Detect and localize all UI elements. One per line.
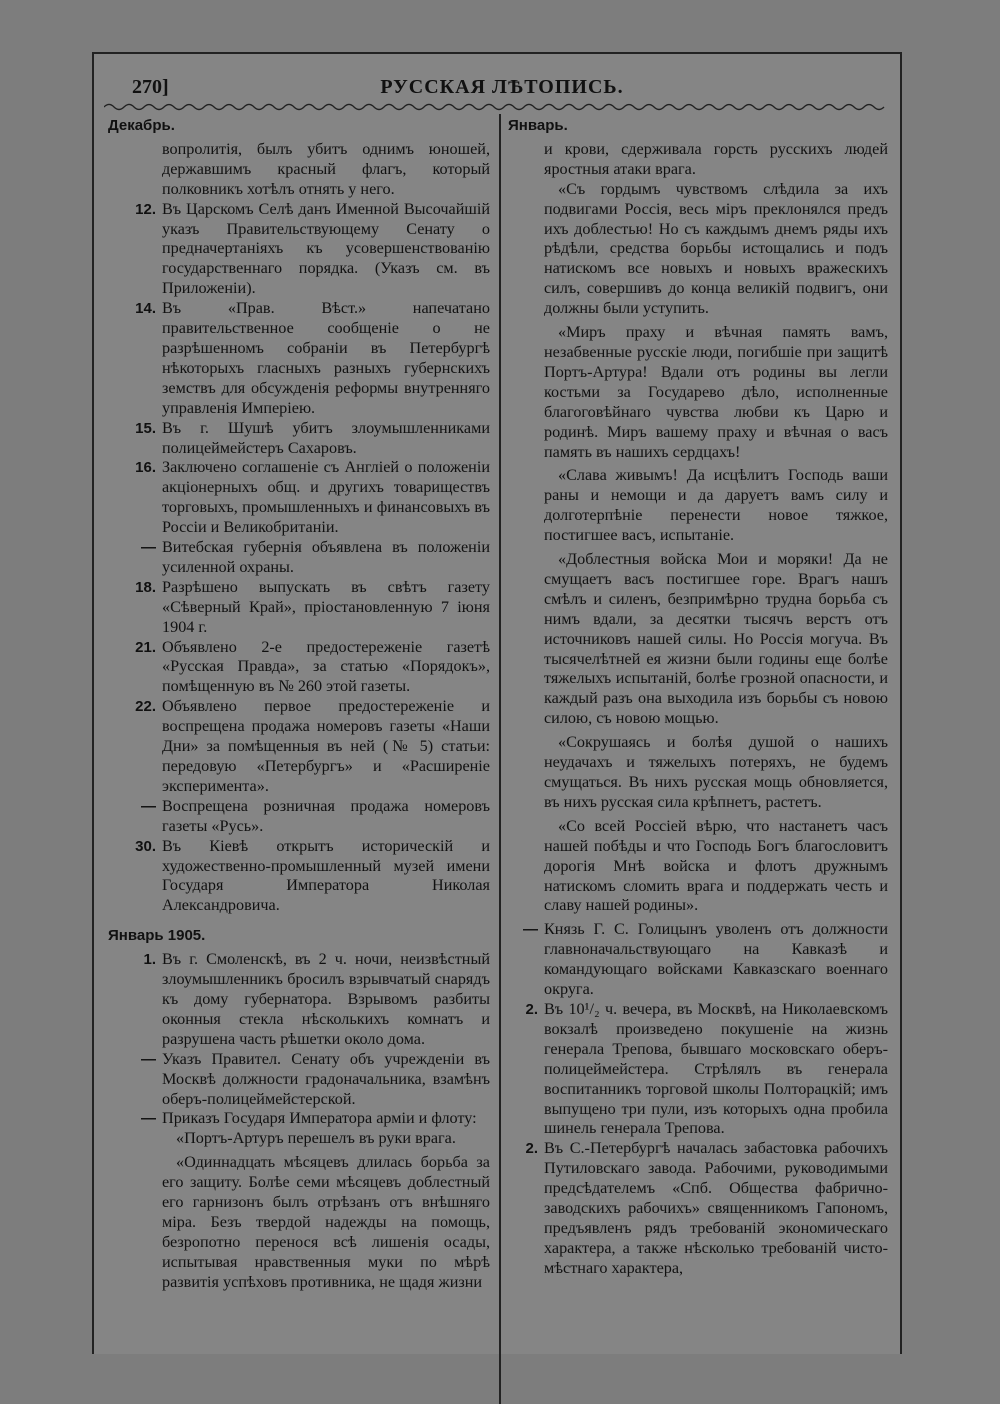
entry-date: 30. bbox=[135, 837, 156, 855]
entry-text: Въ 10¹/₂ ч. вечера, въ Москвѣ, на Николаевскомъ вокзалѣ произведено покушеніе на жизнь генерала Трепова, бывшаго московскаго оберъ-полицеймейстера. Стрѣлялъ въ генерала воспитанникъ торговой школы Полторацкій; имъ выпущено три пули, изъ которыхъ одна пробила шинель генерала Трепова. bbox=[544, 999, 888, 1138]
book-page bbox=[92, 52, 902, 1354]
entry-date: — bbox=[523, 921, 538, 939]
entry-text: Въ г. Шушѣ убитъ злоумышленниками полицеймейстеръ Сахаровъ. bbox=[162, 418, 490, 457]
chronicle-entry bbox=[508, 1139, 888, 1278]
order-paragraph: «Съ гордымъ чувствомъ слѣдила за ихъ подвигами Россія, весь міръ преклонялся предъ ихъ доблестью! Но съ каждымъ днемъ ряды ихъ рѣдѣли, средства борьбы истощались и подъ натискомъ все новыхъ и новыхъ вражескихъ силъ, совершивъ до конца великій подвигъ, они должны были уступить. bbox=[544, 179, 888, 318]
entry-date: 2. bbox=[525, 1140, 538, 1158]
december-entries bbox=[108, 200, 490, 917]
chronicle-entry bbox=[108, 837, 490, 917]
chronicle-entry bbox=[108, 578, 490, 638]
entry-date: — bbox=[141, 797, 156, 815]
entry-text: Князь Г. С. Голицынъ уволенъ отъ должности главноначальствующаго на Кавказѣ и командующаго войсками Кавказскаго военнаго округа. bbox=[544, 920, 888, 999]
entry-date: 1. bbox=[143, 951, 156, 969]
order-paragraph: «Доблестныя войска Мои и моряки! Да не смущаетъ васъ постигшее горе. Врагъ нашъ смѣлъ и силенъ, безпримѣрно трудна борьба съ нимъ вдали, за десятки тысячъ верстъ отъ источниковъ нашей силы. Но Россія могуча. Въ тысячелѣтней ея жизни были годины еще болѣе тяжелыхъ испытаній, болѣе грозной опасности, и каждый разъ она выходила изъ борьбы съ новою силою, съ новою мощью. bbox=[544, 550, 888, 728]
right-column bbox=[508, 114, 888, 1279]
chronicle-entry bbox=[108, 697, 490, 797]
order-paragraph: «Со всей Россіей вѣрю, что настанетъ часъ нашей побѣды и что Господь Богъ благословитъ дорогія Мнѣ войска и флотъ дружнымъ натискомъ сломить врага и поддержать честь и славу нашей родины». bbox=[544, 816, 888, 915]
chronicle-entry bbox=[108, 797, 490, 837]
january-entries bbox=[108, 950, 490, 1129]
entry-text: Объявлено первое предостереженіе и воспрещена продажа номеровъ газеты «Наши Дни» за помѣщенныя въ ней (№ 5) статьи: передовую «Петербургъ» и «Расширеніе эксперимента». bbox=[162, 697, 490, 795]
chronicle-entry bbox=[108, 538, 490, 578]
entry-text: Въ Царскомъ Селѣ данъ Именной Высочайшій указъ Правительствующему Сенату о предначертаніяхъ къ усовершенствованію государственнаго порядка. (Указъ см. въ Приложеніи). bbox=[162, 199, 490, 298]
chronicle-entry bbox=[108, 458, 490, 538]
entry-text: Указъ Правител. Сенату объ учрежденіи въ Москвѣ должности градоначальника, взамѣнъ оберъ-полицеймейстерской. bbox=[162, 1049, 490, 1108]
chronicle-entry bbox=[108, 638, 490, 698]
entry-text: Объявлено 2-е предостереженіе газетѣ «Русская Правда», за статью «Порядокъ», помѣщенную въ № 260 этой газеты. bbox=[162, 637, 490, 696]
chronicle-entry bbox=[108, 419, 490, 459]
entry-date: 16. bbox=[135, 459, 156, 477]
entry-text: Заключено соглашеніе съ Англіей о положеніи акціонерныхъ общ. и другихъ товариществъ торговыхъ, промышленныхъ и финансовыхъ въ Россіи и Великобританіи. bbox=[162, 458, 490, 537]
entry-text: Въ С.-Петербургѣ началась забастовка рабочихъ Путиловскаго завода. Рабочими, руководимыми предсѣдателемъ «Спб. Общества фабрично-заводскихъ рабочихъ» священникомъ Гапономъ, предъявленъ рядъ требованій экономическаго характера, а также нѣсколько требованій чисто-мѣстнаго характера, bbox=[544, 1139, 888, 1277]
month-heading-january-1905: Январь 1905. bbox=[108, 927, 206, 945]
order-paragraphs bbox=[508, 180, 888, 917]
chronicle-entry bbox=[108, 950, 490, 1050]
entry-date: 12. bbox=[135, 200, 156, 218]
month-heading-december: Декабрь. bbox=[108, 117, 175, 134]
entry-date: 14. bbox=[135, 300, 156, 318]
entry-date: 21. bbox=[135, 638, 156, 656]
entry-date: 2. bbox=[525, 1000, 538, 1018]
entry-text: Витебская губернія объявлена въ положеніи усиленной охраны. bbox=[162, 538, 490, 576]
order-quote-2: «Одиннадцать мѣсяцевъ длилась борьба за его защиту. Болѣе семи мѣсяцевъ доблестный его гарнизонъ былъ отрѣзанъ отъ внѣшняго міра. Безъ твердой надежды на помощь, безропотно перенося всѣ лишенія осады, испытывая нравственныя муки по мѣрѣ развитія успѣховъ противника, не щадя жизни bbox=[162, 1153, 490, 1291]
page-header bbox=[124, 72, 880, 104]
column-divider bbox=[499, 114, 501, 1404]
order-paragraph: «Миръ праху и вѣчная память вамъ, незабвенные русскіе люди, погибшіе при защитѣ Портъ-Артура! Вдали отъ родины вы легли костьми за Государево дѣло, исполненные благоговѣйнаго чувства любви къ Царю и родинѣ. Миръ вашему праху и вѣчная о васъ память въ нашихъ сердцахъ! bbox=[544, 323, 888, 461]
entry-text: Въ г. Смоленскѣ, въ 2 ч. ночи, неизвѣстный злоумышленникъ бросилъ взрывчатый снарядъ къ дому губернатора. Взрывомъ разбиты оконныя стекла нѣсколькихъ комнатъ и разрушена часть рѣшетки около дома. bbox=[162, 950, 490, 1048]
entry-date: 18. bbox=[135, 578, 156, 596]
january-entries-right bbox=[508, 920, 888, 1278]
entry-text: Въ Кіевѣ открытъ историческій и художественно-промышленный музей имени Государя Императора Николая Александровича. bbox=[162, 836, 490, 915]
entry-date: 15. bbox=[135, 419, 156, 437]
chronicle-entry bbox=[108, 299, 490, 418]
order-paragraph: «Сокрушаясь и болѣя душой о нашихъ неудачахъ и тяжелыхъ потеряхъ, не будемъ смущаться. Въ нихъ русская мощь обновляется, въ нихъ русская сила крѣпнетъ, растетъ. bbox=[544, 733, 888, 811]
chronicle-entry bbox=[108, 1109, 490, 1129]
running-title: РУССКАЯ ЛѢТОПИСЬ. bbox=[380, 76, 624, 98]
header-ornament-rule bbox=[104, 102, 890, 112]
entry-date: — bbox=[141, 1050, 156, 1068]
entry-text: Разрѣшено выпускать въ свѣтъ газету «Сѣверный Край», пріостановленную 7 іюня 1904 г. bbox=[162, 577, 490, 636]
continued-text: и крови, сдерживала горсть русскихъ людей яростныя атаки врага. bbox=[544, 139, 888, 178]
month-heading-january: Январь. bbox=[508, 117, 568, 134]
chronicle-entry bbox=[508, 1000, 888, 1139]
order-paragraph: «Слава живымъ! Да исцѣлитъ Господь ваши раны и немощи и да даруетъ вамъ силу и долготерпѣніе перенести новое тяжкое, постигшее васъ, испытаніе. bbox=[544, 466, 888, 545]
entry-text: Въ «Прав. Вѣст.» напечатано правительственное сообщеніе о не разрѣшенномъ собраніи въ Петербургѣ нѣкоторыхъ гласныхъ разныхъ губернскихъ земствъ для обсужденія реформы внутренняго управленія Имперіею. bbox=[162, 299, 490, 417]
entry-date: — bbox=[141, 539, 156, 557]
continued-text: вопролитія, былъ убитъ однимъ юношей, державшимъ красный флагъ, который полковникъ хотѣлъ отнять у него. bbox=[162, 139, 490, 198]
entry-date: — bbox=[141, 1110, 156, 1128]
entry-date: 22. bbox=[135, 698, 156, 716]
chronicle-entry bbox=[108, 1050, 490, 1110]
chronicle-entry bbox=[508, 920, 888, 1000]
chronicle-entry bbox=[108, 200, 490, 300]
entry-text: Приказъ Государя Императора арміи и флоту: bbox=[162, 1109, 477, 1128]
page-number: 270] bbox=[132, 76, 169, 98]
entry-text: Воспрещена розничная продажа номеровъ газеты «Русь». bbox=[162, 796, 490, 835]
left-column bbox=[108, 114, 490, 1297]
order-quote-1: «Портъ-Артуръ перешелъ въ руки врага. bbox=[176, 1129, 456, 1148]
